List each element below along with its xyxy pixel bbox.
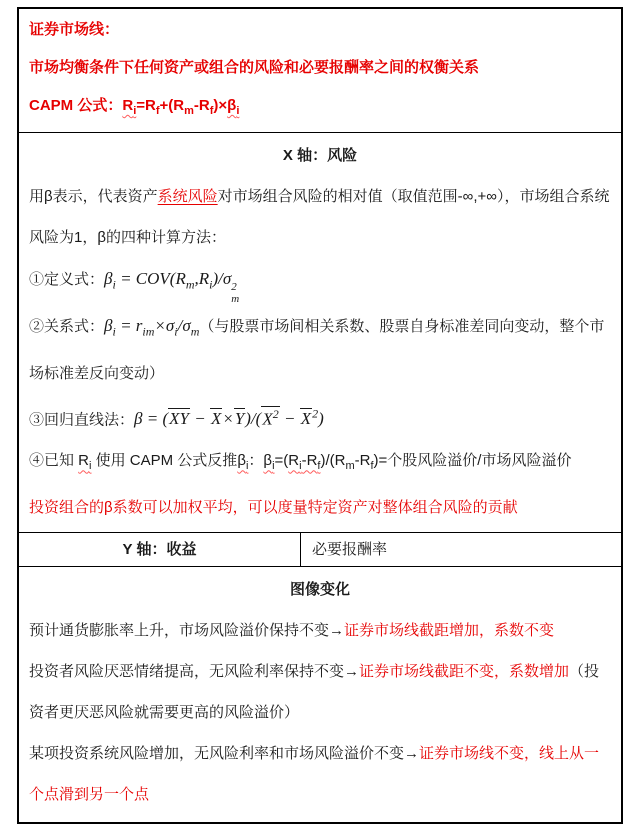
formula-relation-note: （与股票市场间相关系数、股票自身标准差同向变动，整个市场标准差反向变动） [29,318,605,382]
formula-relation: $\beta_i = r_{im}\times\sigma_i/\sigma_m$ [104,316,200,339]
systematic-risk-highlight: 系统风险 [157,188,218,205]
formula-regression: $\beta = (XY - X\times Y)/(X^2 - X^2)$ [134,406,324,429]
portfolio-beta-note: 投资组合的β系数可以加权平均，可以度量特定资产对整体组合风险的贡献 [29,499,518,517]
formula-relation-label: ②关系式： [29,318,105,336]
y-axis-row [19,533,621,567]
item-result: 证券市场线不变，线上从一个点滑到另一个点 [29,745,600,804]
item-condition: 某项投资系统风险增加，无风险利率和市场风险溢价不变→ [29,745,420,763]
item-condition: 投资者风险厌恶情绪提高，无风险利率保持不变→ [29,663,360,681]
image-change-title: 图像变化 [289,581,350,599]
formula-regression-line [29,394,611,441]
image-change-item [29,610,611,651]
notes-table [17,7,623,824]
y-axis-title: Y 轴：收益 [122,541,197,559]
item-result: 证券市场线截距不变，系数增加 [359,663,570,681]
capm-formula: $R_i=R_f+(R_m-R_f)\times\beta_i$ [122,97,240,117]
y-axis-value: 必要报酬率 [312,541,388,559]
x-axis-title: X 轴：风险 [282,147,358,164]
beta-intro-post: 对市场组合风险的相对值（取值范围-∞,+∞），市场组合系统风险为1，β的四种计算方法： [29,188,610,246]
y-axis-value-cell [301,533,621,566]
sml-definition: 市场均衡条件下任何资产或组合的风险和必要报酬率之间的权衡关系 [29,59,480,76]
item-condition: 预计通货膨胀率上升，市场风险溢价保持不变→ [29,622,345,640]
image-change-item [29,651,611,733]
formula-capm-inverse: ④已知 $R_i$ 使用 CAPM 公式反推$\beta_i$：$\beta_i=(R_i-R_f)/(R_m-R_f)=$个股风险溢价/市场风险溢价 [29,452,572,473]
formula-regression-label: ③回归直线法： [29,411,135,429]
formula-definition-line [29,258,611,305]
item-result: 证券市场线截距增加，系数不变 [344,622,555,640]
beta-intro-pre: 用β表示，代表资产 [29,188,158,205]
formula-definition-label: ①定义式： [29,271,105,288]
capm-formula-line [29,87,611,130]
item-note: （投资者更厌恶风险就需要更高的风险溢价） [29,663,600,722]
beta-intro-paragraph [29,176,611,258]
image-change-section [19,567,621,822]
y-axis-title-cell [19,533,301,566]
x-axis-section [19,133,621,533]
intro-section [19,9,621,133]
capm-label: CAPM 公式： [29,97,123,114]
image-change-item [29,733,611,815]
formula-definition: $\beta_i = COV(R_m,R_i)/\sigma$ 2 m [104,269,240,305]
sml-title: 证券市场线： [29,21,120,38]
formula-relation-line [29,305,611,393]
